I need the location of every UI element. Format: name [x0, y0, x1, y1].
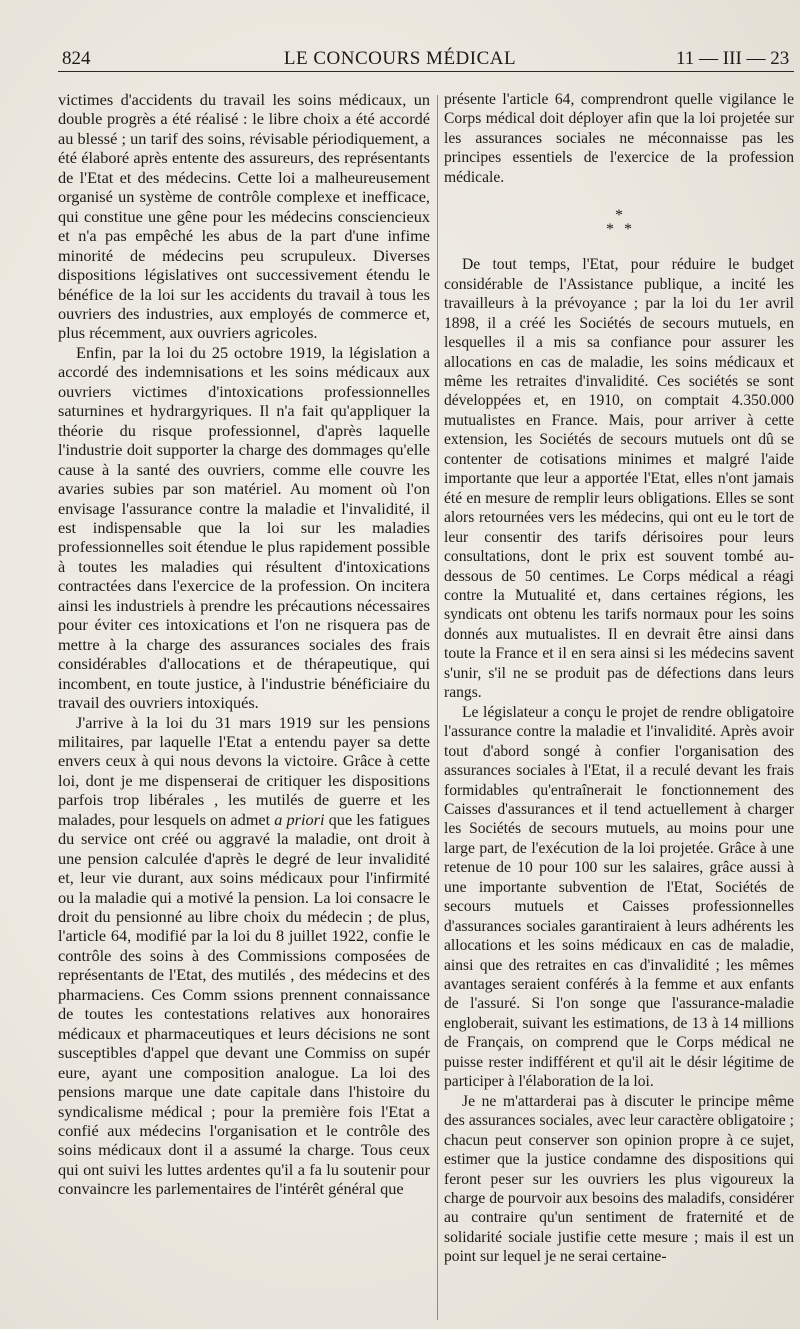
paragraph: victimes d'accidents du travail les soins médicaux, un double progrès a été réalisé : le libre choix a été accordé au blessé ; un tarif des soins, révisable périodiquement, a été élaboré après entente des assureurs, des représentants de l'Etat et des médecins. Cette loi a malheureusement organisé un système de contrôle complexe et inefficace, qui constitue une gêne pour les médecins consciencieux et n'a pas empêché les abus de la part d'une infime minorité de médecins peu scrupuleux. Diverses dispositions législatives ont successivement étendu le bénéfice de la loi sur les accidents du travail à tous les ouvriers des industries, aux employés de commerce et, plus récemment, aux ouvriers agricoles. — [58, 90, 430, 343]
asterism-top: * — [615, 207, 623, 225]
header-rule — [58, 71, 794, 72]
paragraph: De tout temps, l'Etat, pour réduire le budget considérable de l'Assistance publique, a incité les travailleurs à la prévoyance ; par la loi du 1er avril 1898, il a créé les Sociétés de secours mutuels, en lesquelles il a mis sa confiance pour assurer les allocations en cas de maladie, les soins médicaux et même les retraites d'invalidité. Ces sociétés se sont développées et, en 1910, on comptait 4.350.000 mutualistes en France. Mais, pour arriver à cette extension, les Sociétés de secours mutuels ont dû se contenter de cotisations minimes et malgré l'aide importante que leur a apportée l'Etat, elles n'ont jamais été en mesure de remplir leurs obligations. Elles se sont alors retournées vers les médecins, qui ont eu le tort de leur consentir des tarifs dérisoires pour leurs consultations, dont le prix est souvent tombé au-dessous de 50 centimes. Le Corps médical a réagi contre la Mutualité et, dans certaines régions, les syndicats ont obtenu les tarifs normaux pour les soins donnés aux mutualistes. Il en devrait être ainsi dans toute la France et il en sera ainsi si les médecins savent s'unir, s'il ne se produit pas de défections dans leurs rangs. — [444, 256, 794, 702]
paragraph: Le législateur a conçu le projet de rendre obligatoire l'assurance contre la maladie et l'invalidité. Après avoir tout d'abord songé à confier l'organisation des assurances sociales à l'Etat, il a reculé devant les frais formidables qu'entraînerait le fonctionnement des Caisses d'assurances et il tend actuellement à charger les Sociétés de secours mutuels, au moins pour une large part, de l'exécution de la loi projetée. Grâce à une retenue de 10 pour 100 sur les salaires, grâce aussi à une importante subvention de l'Etat, Sociétés de secours mutuels et Caisses professionnelles d'assurances sociales garantiraient à leurs adhérents les allocations et les soins médicaux en cas de maladie, ainsi que des retraites en cas d'invalidité ; les mêmes avantages seraient conférés à la femme et aux enfants de l'assuré. Si l'on songe que l'assurance-maladie engloberait, suivant les estimations, de 13 à 14 millions de Français, on comprend que le Corps médical ne puisse rester indifférent et qu'il ait le désir légitime de participer à l'élaboration de la loi. — [444, 703, 794, 1091]
left-column — [58, 90, 430, 1199]
asterism-bottom: ** — [606, 221, 642, 239]
issue-date: 11 — III — 23 — [676, 48, 790, 69]
latin-phrase: a priori — [274, 809, 325, 829]
paragraph-text: que les fatigues du service ont créé ou aggravé la maladie, ont droit à une pension calculée d'après le degré de leur invalidité et, leur vie durant, aux soins médicaux pour l'infirmité ou la maladie qui a motivé la pension. La loi consacre le droit du pensionné au libre choix du médecin ; de plus, l'article 64, modifié par la loi du 8 juillet 1922, confie le contrôle des soins à des Commissions composées de représentants de l'Etat, des mutilés , des médecins et des pharmaciens. Ces Comm ssions prennent connaissance de toutes les contestations relatives aux honoraires médicaux et pharmaceutiques et leurs décisions ne sont susceptibles d'appel que devant une Commiss on supér eure, ayant une composition analogue. La loi des pensions marque une date capitale dans l'histoire du syndicalisme médical ; pour la première fois l'Etat a confié aux médecins l'organisation et le contrôle des soins médicaux dont il a assumé la charge. Tous ceux qui ont suivi les luttes ardentes qu'il a fa lu soutenir pour convaincre les parlementaires de l'intérêt général que — [58, 809, 430, 1199]
running-title: LE CONCOURS MÉDICAL — [283, 48, 517, 69]
asterism-separator — [444, 209, 794, 237]
paragraph: Je ne m'attarderai pas à discuter le principe même des assurances sociales, avec leur caractère obligatoire ; chacun peut conserver son opinion propre à ce sujet, estimer que la justice condamne des dispositions qui feront peser sur les ouvriers les plus vigoureux la charge de pourvoir aux besoins des maladifs, considérer au contraire qu'un sentiment de fraternité et de solidarité sociale justifie cette mesure ; mais il est un point sur lequel je ne serai certaine- — [444, 1092, 794, 1266]
column-rule — [437, 95, 438, 1320]
right-column — [444, 90, 794, 1267]
page-number: 824 — [62, 48, 91, 69]
paragraph: Enfin, par la loi du 25 octobre 1919, la législation a accordé des indemnisations et les soins médicaux aux ouvriers victimes d'intoxications professionnelles saturnines et hydrargyriques. Il n'a fait qu'appliquer la théorie du risque professionnel, d'après laquelle l'industrie doit supporter la charge des dommages qu'elle cause à la santé des ouvriers, comme elle couvre les avaries subies par son matériel. Au moment où l'on envisage l'assurance contre la maladie et l'invalidité, il est indispensable que la loi sur les maladies professionnelles soit étendue le plus rapidement possible à toutes les maladies qui résultent d'intoxications contractées dans l'exercice de la profession. On incitera ainsi les industriels à prendre les précautions nécessaires pour éviter ces intoxications et l'on ne risquera pas de mettre à la charge des assurances sociales des frais considérables d'allocations et de thérapeutique, qui incombent, en toute justice, à l'industrie bénéficiaire du travail des ouvriers intoxiqués. — [58, 342, 430, 713]
paragraph — [58, 713, 430, 1199]
paragraph-text: J'arrive à la loi du 31 mars 1919 sur les pensions militaires, par laquelle l'Etat a entendu payer sa dette envers ceux à qui nous devons la victoire. Grâce à cette loi, dont je me dispenserai de critiquer les dispositions parfois trop libérales , les mutilés de guerre et les malades, pour lesquels on admet — [58, 712, 430, 829]
paragraph: présente l'article 64, comprendront quelle vigilance le Corps médical doit déployer afin que la loi projetée sur les assurances sociales ne méconnaisse pas les principes essentiels de l'exercice de la profession médicale. — [444, 91, 794, 186]
